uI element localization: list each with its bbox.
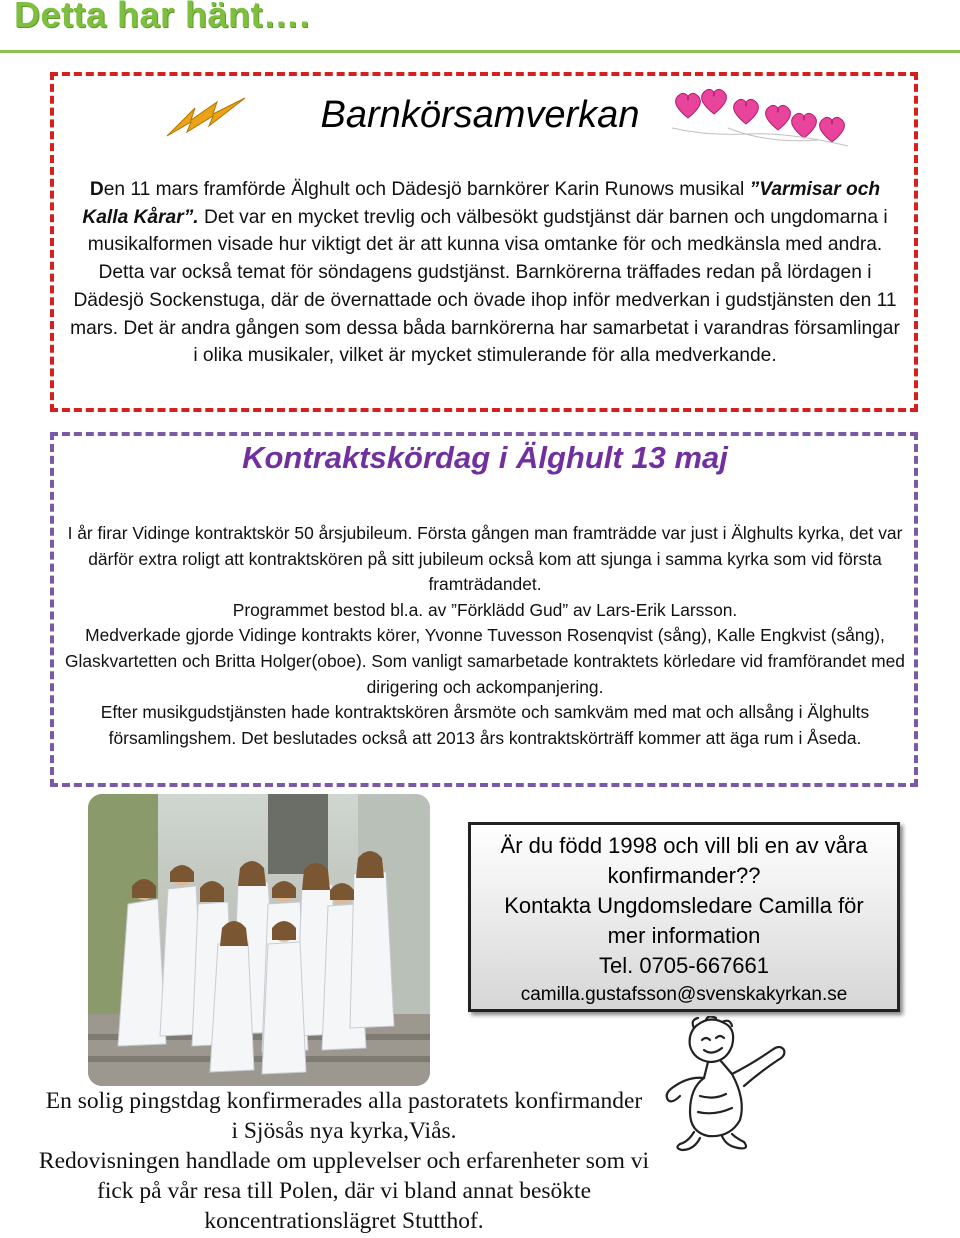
info-line: Är du född 1998 och vill bli en av våra (500, 833, 868, 858)
cartoon-figure-icon (660, 1016, 790, 1156)
section2-paragraph: Efter musikgudstjänsten hade kontraktskören årsmöte och samkväm med mat och allsång i Älghults församlingshem. Det beslutades också att 2013 års kontraktskörträff kommer att äga rum i Åseda. (100, 702, 870, 748)
bottom-line: En solig pingstdag konfirmerades alla pastoratets konfirmander (45, 1088, 643, 1114)
section1-title: Barnkörsamverkan (320, 94, 640, 136)
info-line: Kontakta Ungdomsledare Camilla för (504, 893, 864, 918)
info-phone: Tel. 0705-667661 (598, 953, 770, 978)
section1-paragraph: Det var en mycket trevlig och välbesökt gudstjänst där barnen och ungdomarna i musikalformen visade hur viktigt det är att kunna visa omtanke för och medkänsla med andra. Detta var också temat för söndagens gudstjänst. Barnkörerna träffades redan på lördagen i Dädesjö Sockenstuga, där de övernattade och övade ihop inför medverkan i gudstjänsten den 11 mars. Det är andra gången som dessa båda barnkörerna har samarbetat i varandras församlingar i olika musikaler, vilket är mycket stimulerande för alla medverkande. (70, 206, 900, 367)
info-line: mer information (607, 923, 761, 948)
confirmation-info-box (468, 822, 900, 1012)
section1-intro: en 11 mars framförde Älghult och Dädesjö barnkörer Karin Runows musikal (103, 179, 750, 200)
info-email-link[interactable]: camilla.gustafsson@svenskakyrkan.se (520, 984, 848, 1005)
section1-dropcap: D (89, 179, 104, 200)
section1-musical-title: ”Varmisar och Kalla Kårar”. (82, 179, 881, 228)
section2-paragraph: Programmet bestod bl.a. av ”Förklädd Gud” av Lars-Erik Larsson. (232, 599, 738, 620)
header-divider (0, 50, 960, 53)
section2-paragraph: Medverkade gjorde Vidinge kontrakts körer, Yvonne Tuvesson Rosenqvist (sång), Kalle Engkvist (sång), Glaskvartetten och Britta Holger(oboe). Som vanligt samarbetade kontraktets körledare vid framförandet med dirigering och ackompanjering. (65, 625, 905, 697)
bottom-line: i Sjösås nya kyrka,Viås. (231, 1118, 457, 1144)
confirmands-photo (88, 794, 430, 1086)
bottom-line: Redovisningen handlade om upplevelser och erfarenheter som vi (38, 1148, 650, 1174)
hearts-icon (668, 88, 862, 148)
bottom-caption (14, 1086, 674, 1236)
bottom-line: fick på vår resa till Polen, där vi bland annat besökte (97, 1178, 591, 1204)
section1-body (66, 176, 904, 370)
section2-title: Kontraktskördag i Älghult 13 maj (242, 440, 728, 475)
page-header-title: Detta har hänt…. (14, 0, 311, 35)
info-line: konfirmander?? (607, 863, 761, 888)
section2-paragraph: I år firar Vidinge kontraktskör 50 årsjubileum. Första gången man framträdde var just i Älghults kyrka, det var därför extra roligt att kontraktskören på sitt jubileum också kom att sjunga i samma kyrka som vid första framträdandet. (67, 523, 903, 595)
section2-body (60, 521, 910, 751)
bottom-line: koncentrationslägret Stutthof. (204, 1208, 484, 1234)
